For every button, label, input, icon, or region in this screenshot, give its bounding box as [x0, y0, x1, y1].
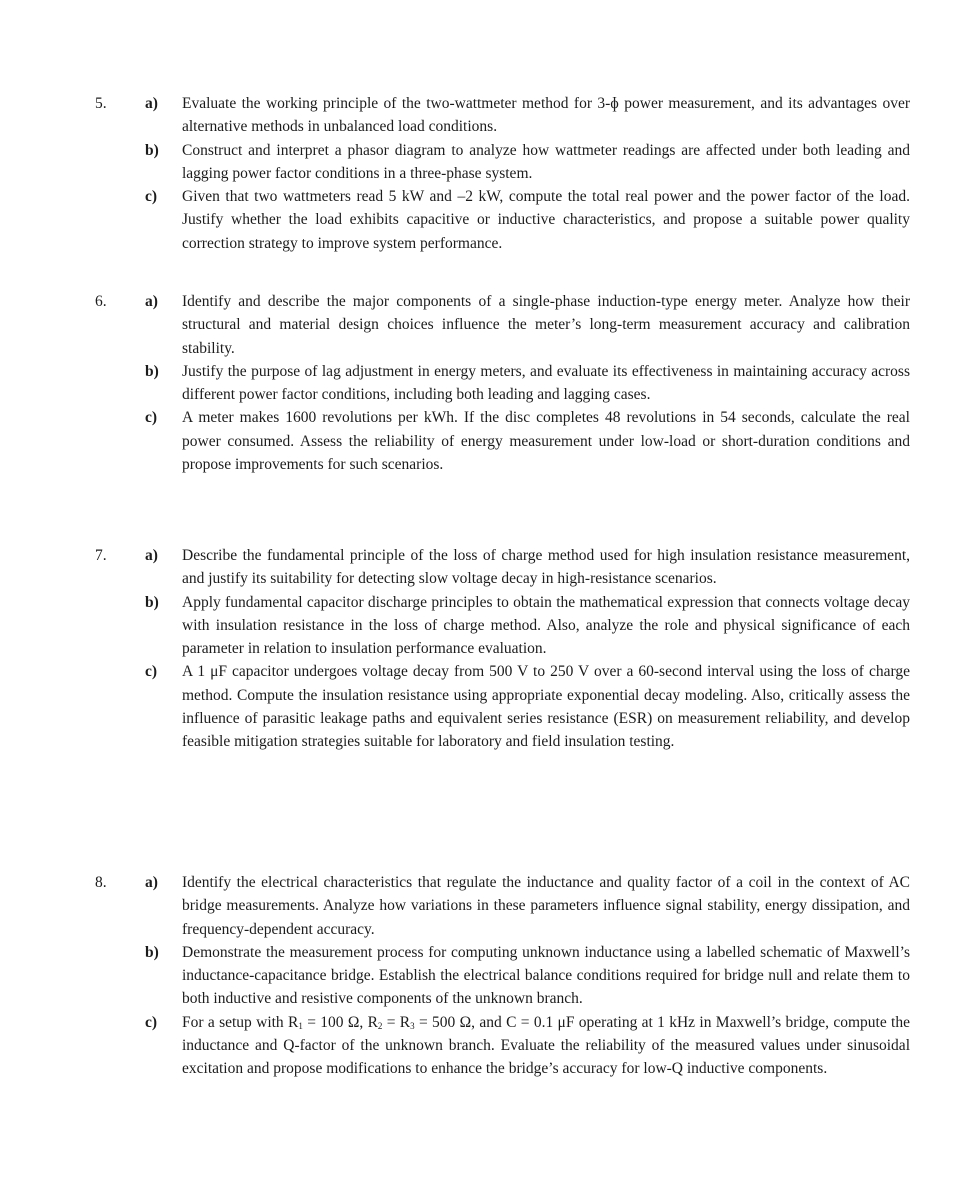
question-7: [90, 544, 910, 754]
part-text: Justify the purpose of lag adjustment in energy meters, and evaluate its effectiveness in maintaining accuracy across different power factor conditions, including both leading and lagging cases.: [182, 362, 910, 404]
text-segment: = 500 Ω, and C = 0.1 μF operating at 1 kHz in Maxwell’s bridge, compute the inductance and Q-factor of the unknown branch. Evaluate the reliability of the measured values under sinusoidal excitation and propose modifications to enhance the bridge’s accuracy for low-Q inductive components.: [182, 1013, 910, 1078]
part-text: Construct and interpret a phasor diagram to analyze how wattmeter readings are affected under both leading and lagging power factor conditions in a three-phase system.: [182, 141, 910, 182]
part-label: c): [145, 188, 158, 206]
part-6c: [90, 406, 910, 476]
question-number: 7.: [95, 547, 107, 564]
part-7a: [90, 544, 910, 591]
part-8b: [90, 941, 910, 1011]
part-text: Apply fundamental capacitor discharge principles to obtain the mathematical expression that connects voltage decay with insulation resistance in the loss of charge method. Also, analyze the role and physical significance of each parameter in relation to insulation performance evaluation.: [182, 593, 910, 658]
text-segment: = 100 Ω, R: [302, 1013, 378, 1031]
part-8a: [90, 871, 910, 941]
part-label: c): [145, 409, 158, 427]
part-5c: [90, 185, 910, 255]
text-segment: = R: [382, 1013, 411, 1031]
part-5a: [90, 92, 910, 139]
subscript: 2: [377, 1020, 383, 1031]
part-text: Describe the fundamental principle of the loss of charge method used for high insulation resistance measurement, and justify its suitability for detecting slow voltage decay in high-resistance scenarios.: [182, 547, 910, 588]
part-label: b): [145, 141, 159, 159]
part-7c: [90, 660, 910, 753]
question-8: [90, 871, 910, 1081]
question-number: 8.: [95, 874, 107, 891]
part-8c: [90, 1011, 910, 1081]
part-label: b): [145, 362, 159, 380]
text-segment: For a setup with R: [182, 1013, 299, 1031]
question-number: 6.: [95, 293, 107, 310]
part-label: b): [145, 593, 159, 611]
part-text: Evaluate the working principle of the two-wattmeter method for 3-ɸ power measurement, and its advantages over alternative methods in unbalanced load conditions.: [182, 95, 910, 136]
part-label: a): [145, 293, 158, 310]
question-number: 5.: [95, 95, 107, 112]
part-6b: [90, 360, 910, 407]
part-5b: [90, 139, 910, 186]
part-text: Given that two wattmeters read 5 kW and –2 kW, compute the total real power and the power factor of the load. Justify whether the load exhibits capacitive or inductive characteristics, and propose a suitable power quality correction strategy to improve system performance.: [182, 188, 910, 252]
part-6a: [90, 290, 910, 360]
part-label: a): [145, 95, 158, 112]
part-text: A 1 μF capacitor undergoes voltage decay from 500 V to 250 V over a 60-second interval using the loss of charge method. Compute the insulation resistance using appropriate exponential decay modeling. Also, critically assess the influence of parasitic leakage paths and equivalent series resistance (ESR) on measurement reliability, and develop feasible mitigation strategies suitable for laboratory and field insulation testing.: [182, 663, 910, 751]
part-label: c): [145, 663, 158, 681]
part-7b: [90, 591, 910, 661]
part-label: c): [145, 1013, 158, 1031]
part-text: Identify and describe the major components of a single-phase induction-type energy meter. Analyze how their structural and material design choices influence the meter’s long-term measurement accuracy and calibration stability.: [182, 293, 910, 357]
subscript: 3: [410, 1020, 415, 1031]
part-label: a): [145, 547, 158, 564]
subscript: 1: [298, 1020, 303, 1031]
part-text: [182, 1011, 910, 1081]
part-text: Demonstrate the measurement process for computing unknown inductance using a labelled schematic of Maxwell’s inductance-capacitance bridge. Establish the electrical balance conditions required for bridge null and relate them to both inductive and resistive components of the unknown branch.: [182, 943, 910, 1008]
question-6: [90, 290, 910, 476]
part-text: A meter makes 1600 revolutions per kWh. If the disc completes 48 revolutions in 54 seconds, calculate the real power consumed. Assess the reliability of energy measurement under low-load or short-duration conditions and propose improvements for such scenarios.: [182, 409, 910, 474]
part-text: Identify the electrical characteristics that regulate the inductance and quality factor of a coil in the context of AC bridge measurements. Analyze how variations in these parameters influence signal stability, energy dissipation, and frequency-dependent accuracy.: [182, 874, 910, 938]
part-label: a): [145, 874, 158, 891]
question-5: [90, 92, 910, 255]
part-label: b): [145, 943, 159, 961]
